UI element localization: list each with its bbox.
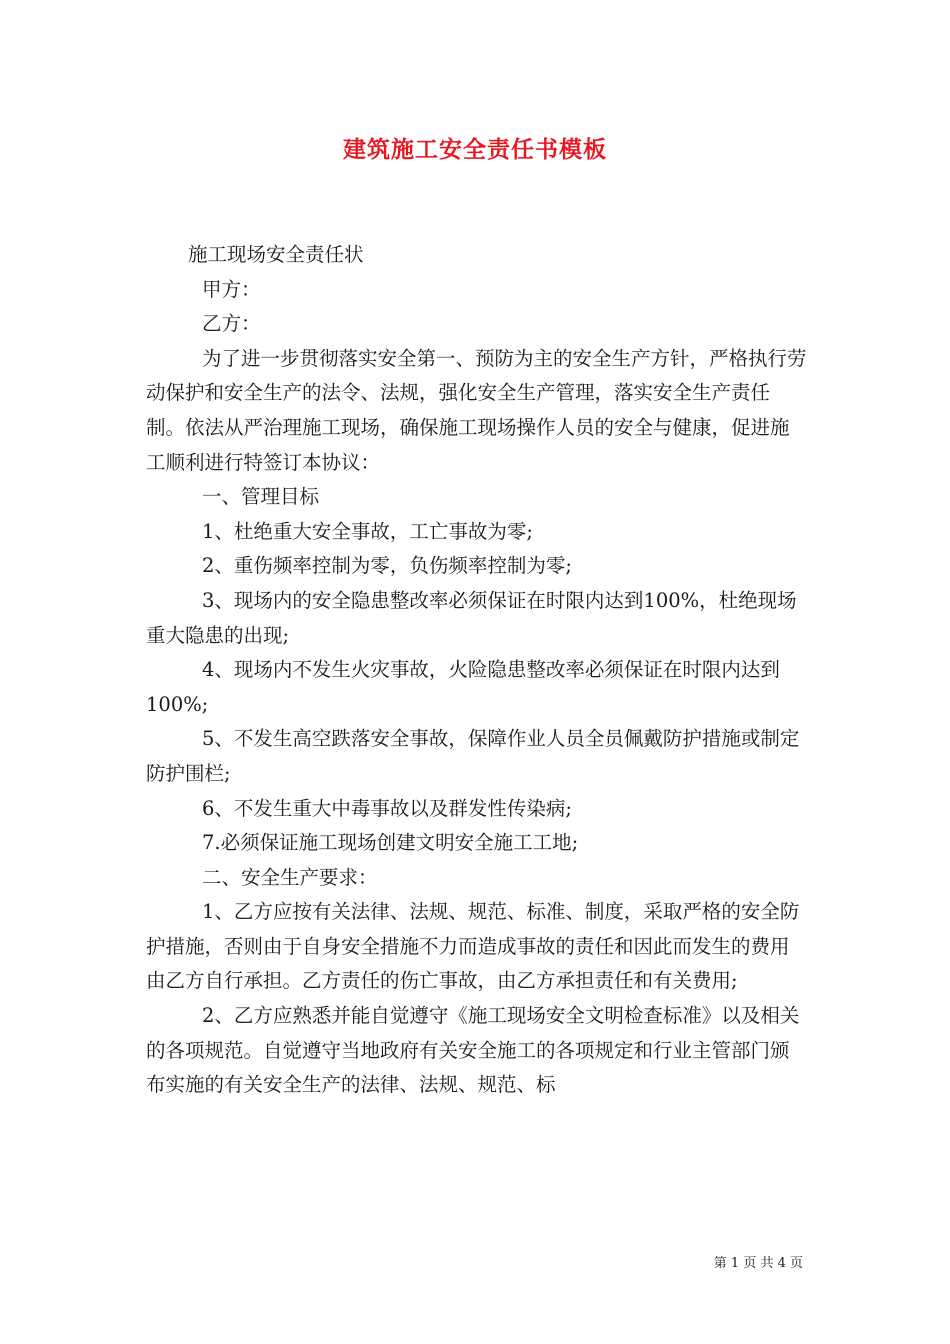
list-item: 4、现场内不发生火灾事故，火险隐患整改率必须保证在时限内达到100%; bbox=[146, 658, 780, 716]
list-item: 7.必须保证施工现场创建文明安全施工工地; bbox=[202, 831, 579, 855]
list-item: 6、不发生重大中毒事故以及群发性传染病; bbox=[202, 796, 572, 820]
section-heading: 二、安全生产要求： bbox=[202, 865, 378, 889]
section-heading: 一、管理目标 bbox=[202, 485, 320, 509]
document-subtitle: 施工现场安全责任状 bbox=[188, 243, 364, 266]
list-item: 1、乙方应按有关法律、法规、规范、标准、制度，采取严格的安全防护措施，否则由于自身安全措施不力而造成事故的责任和因此而发生的费用由乙方自行承担。乙方责任的伤亡事故，由乙方承担责任和有关费用; bbox=[146, 900, 800, 993]
list-item: 2、乙方应熟悉并能自觉遵守《施工现场安全文明检查标准》以及相关的各项规范。自觉遵守当地政府有关安全施工的各项规定和行业主管部门颁布实施的有关安全生产的法律、法规、规范、标 bbox=[146, 1004, 800, 1097]
party-a-label: 甲方： bbox=[202, 277, 261, 301]
list-item: 3、现场内的安全隐患整改率必须保证在时限内达到100%，杜绝现场重大隐患的出现; bbox=[146, 588, 797, 647]
list-item: 5、不发生高空跌落安全事故，保障作业人员全员佩戴防护措施或制定防护围栏; bbox=[146, 727, 800, 785]
list-item: 1、杜绝重大安全事故，工亡事故为零; bbox=[202, 519, 533, 543]
party-b-label: 乙方： bbox=[202, 312, 261, 336]
page-number: 第 1 页 共 4 页 bbox=[713, 1256, 803, 1271]
document-body bbox=[146, 238, 808, 1103]
list-item: 2、重伤频率控制为零，负伤频率控制为零; bbox=[202, 554, 572, 578]
paragraph: 为了进一步贯彻落实安全第一、预防为主的安全生产方针，严格执行劳动保护和安全生产的法令、法规，强化安全生产管理，落实安全生产责任制。依法从严治理施工现场，确保施工现场操作人员的安全与健康，促进施工顺利进行特签订本协议： bbox=[146, 346, 807, 474]
document-title: 建筑施工安全责任书模板 bbox=[343, 136, 607, 163]
